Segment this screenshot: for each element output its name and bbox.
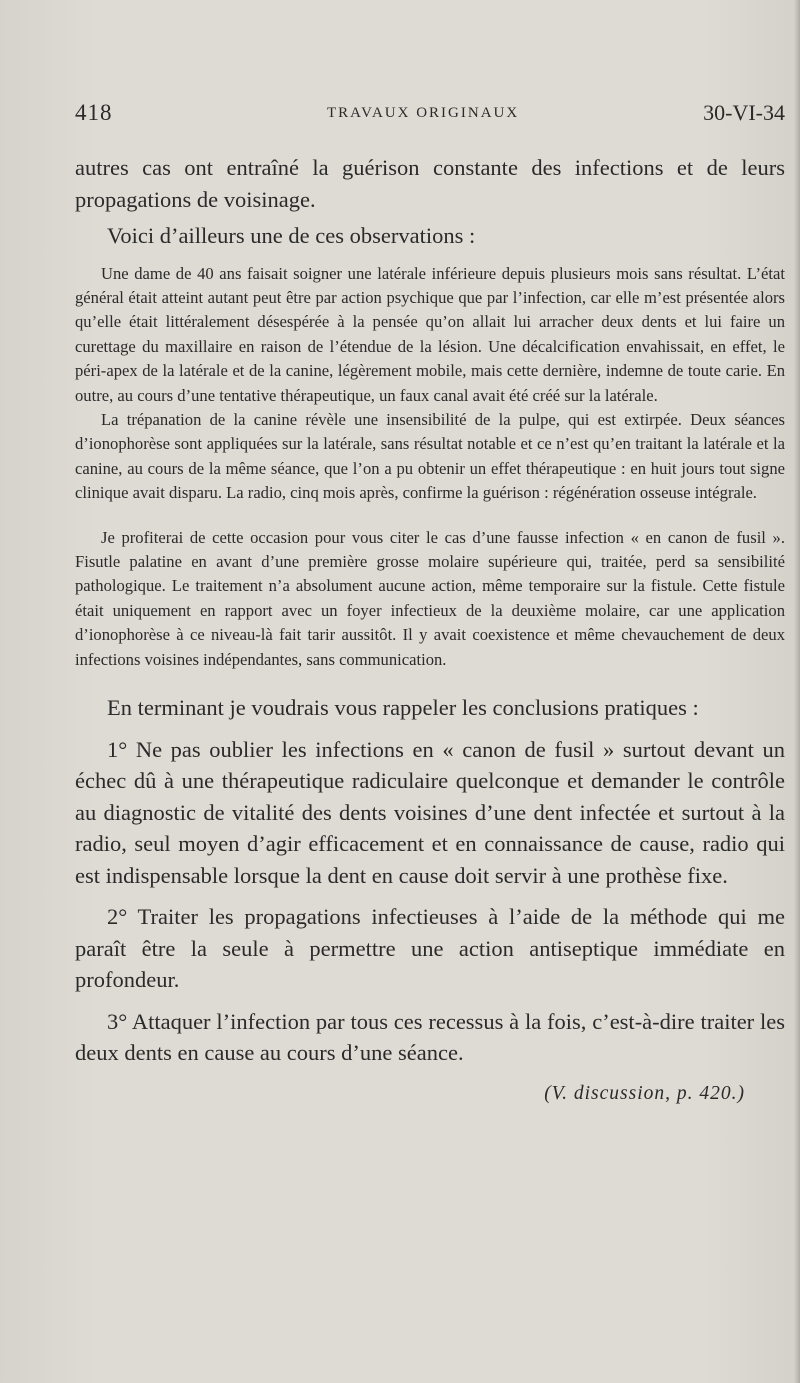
issue-date: 30-VI-34 — [703, 100, 785, 125]
page-edge-shadow — [794, 0, 800, 1383]
paragraph-conclusions-lead: En terminant je voudrais vous rappeler les conclusions pratiques : — [107, 695, 699, 720]
discussion-reference: (V. discussion, p. 420.) — [544, 1082, 745, 1104]
conclusion-item-1: 1° Ne pas oublier les infections en « canon de fusil » surtout devant un échec dû à une thérapeutique radiculaire quelconque et demander le contrôle au diagnostic de vitalité des dents voisines d’une dent infectée et surtout à la radio, seul moyen d’agir efficacement et en connaissance de cause, radio qui est indispensable lorsque la dent en cause doit servir à une prothèse fixe. — [75, 736, 785, 888]
paragraph-case-description: Une dame de 40 ans faisait soigner une latérale inférieure depuis plusieurs mois sans résultat. L’état général était atteint autant peut être par action psychique que par l’infection, car elle m’est présentée alors qu’elle était littéralement désespérée à la pensée qu’on allait lui arracher deux dents et lui faire un curettage du maxillaire en raison de l’étendue de la lésion. Une décalcification envahissait, en effet, le péri-apex de la latérale et de la canine, légèrement mobile, mais cette dernière, indemne de toute carie. En outre, au cours d’une tentative thérapeutique, un faux canal avait été créé sur la latérale. — [75, 263, 785, 405]
conclusion-item-2: 2° Traiter les propagations infectieuses à l’aide de la méthode qui me paraît être la seule à permettre une action antiseptique immédiate en profondeur. — [75, 904, 785, 992]
body-text — [75, 152, 785, 1105]
running-head — [75, 100, 785, 130]
paragraph-false-infection: Je profiterai de cette occasion pour vous citer le cas d’une fausse infection « en canon de fusil ». Fisutle palatine en avant d’une première grosse molaire supérieure qui, traitée, perd sa sensibilité pathologique. Le traitement n’a absolument aucune action, même temporaire sur la fistule. Cette fistule était uniquement en rapport avec un foyer infectieux de la deuxième molaire, car une application d’ionophorèse à ce niveau-là fait tarir aussitôt. Il y avait coexistence et même chevauchement de deux infections voisines indépendantes, sans communication. — [75, 527, 785, 669]
paragraph-intro: autres cas ont entraîné la guérison constante des infections et de leurs propagations de voisinage. — [75, 155, 785, 212]
section-title: TRAVAUX ORIGINAUX — [327, 105, 520, 121]
conclusion-item-3: 3° Attaquer l’infection par tous ces recessus à la fois, c’est-à-dire traiter les deux dents en cause au cours d’une séance. — [75, 1008, 785, 1065]
paragraph-observation-lead: Voici d’ailleurs une de ces observations : — [107, 223, 476, 248]
paragraph-case-treatment: La trépanation de la canine révèle une insensibilité de la pulpe, qui est extirpée. Deux séances d’ionophorèse sont appliquées sur la latérale, sans résultat notable et ce n’est qu’en traitant la latérale et la canine, au cours de la même séance, que l’on a pu obtenir un effet thérapeutique : en huit jours tout signe clinique avait disparu. La radio, cinq mois après, confirme la guérison : régénération osseuse intégrale. — [75, 409, 785, 503]
page-number: 418 — [75, 100, 113, 125]
